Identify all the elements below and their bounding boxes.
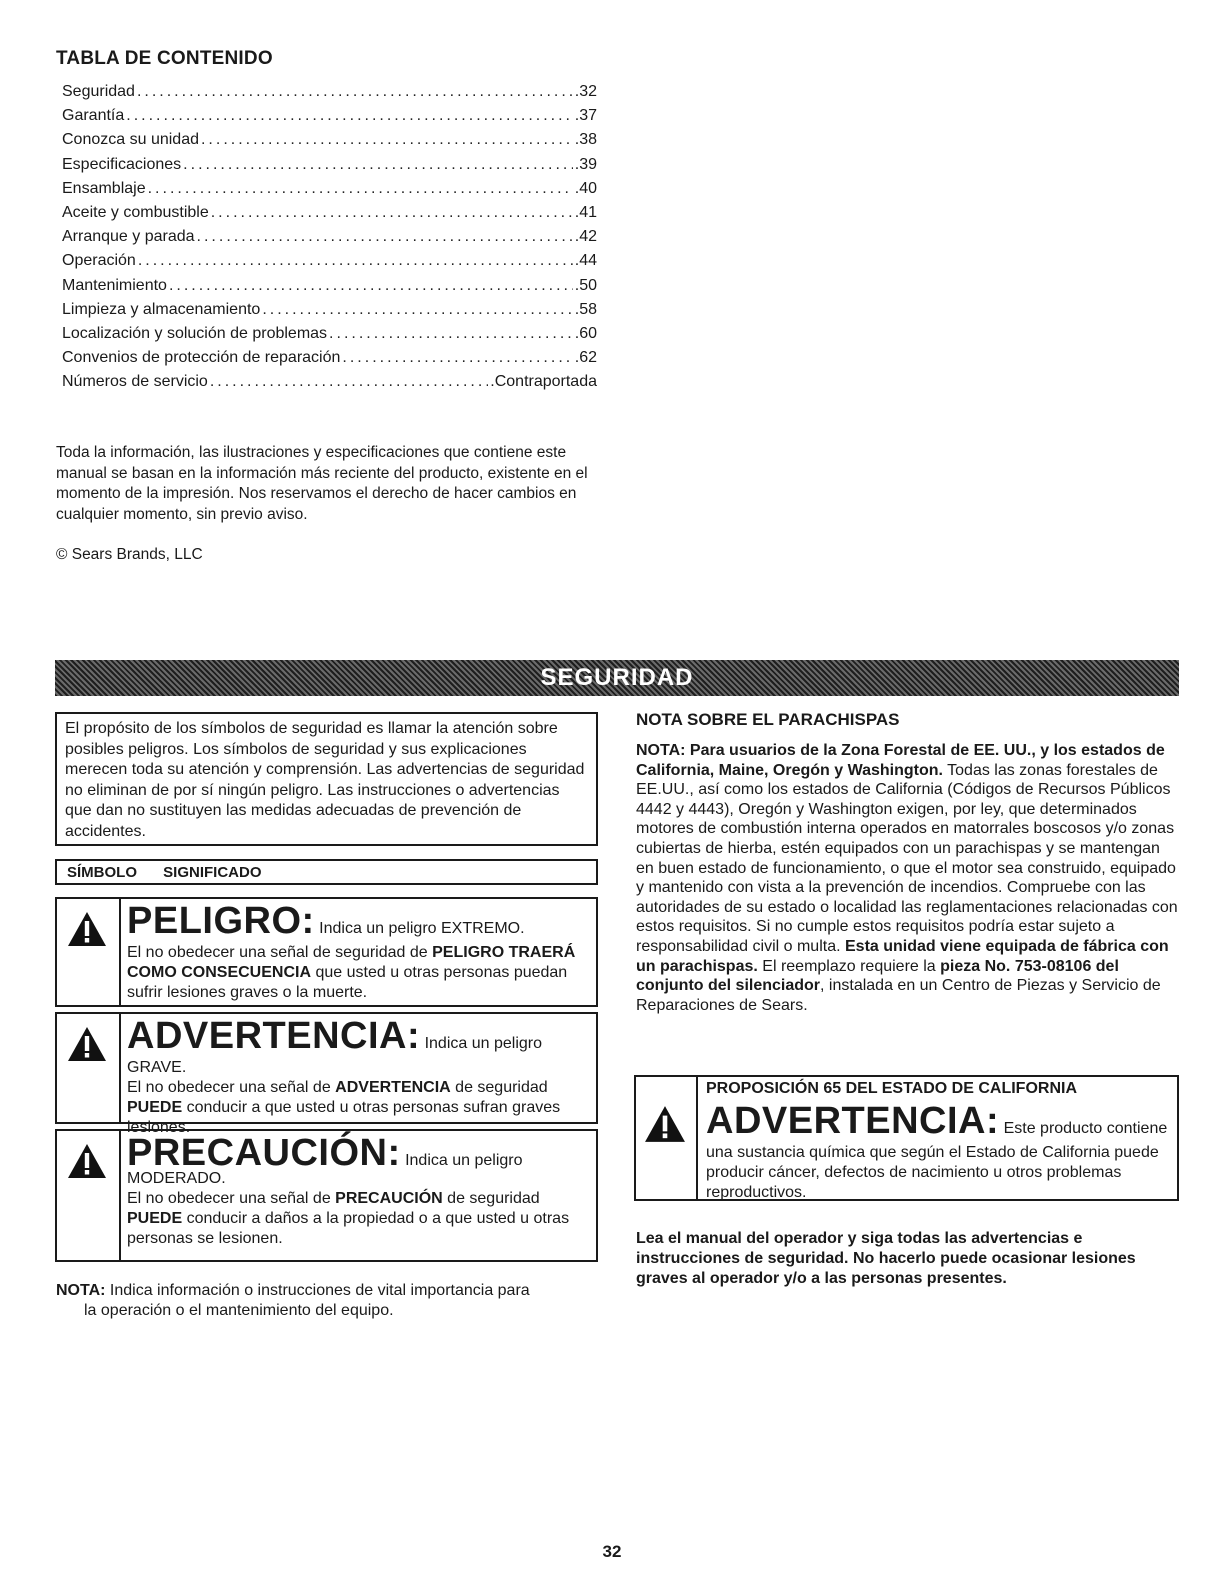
toc-page: .50 bbox=[574, 276, 597, 294]
toc-label: Operación bbox=[62, 252, 136, 270]
toc-row[interactable] bbox=[62, 228, 597, 252]
toc-page: .62 bbox=[574, 349, 597, 367]
toc-label: Números de servicio bbox=[62, 373, 208, 391]
section-banner bbox=[55, 660, 1179, 696]
symbol-table-header bbox=[55, 859, 598, 885]
toc-row[interactable] bbox=[62, 131, 597, 155]
signal-description: El no obedecer una señal de PRECAUCIÓN de seguridad PUEDE conducir a daños a la propiedad o a que usted u otras personas se lesionen. bbox=[127, 1190, 570, 1247]
toc-row[interactable] bbox=[62, 373, 597, 397]
signal-level: Indica un peligro bbox=[405, 1152, 523, 1169]
warning-triangle-icon bbox=[67, 911, 107, 947]
toc-row[interactable] bbox=[62, 83, 597, 107]
toc-page: .39 bbox=[574, 155, 597, 173]
toc-page: .42 bbox=[574, 228, 597, 246]
disclaimer-paragraph: Toda la información, las ilustraciones y especificaciones que contiene este manual se basan en la información más reciente del producto, existente en el momento de la impresión. Nos reservamos el derecho de hacer cambios en cualquier momento, sin previo aviso. bbox=[56, 444, 588, 523]
prop65-text: una sustancia química que según el Estado de California puede producir cáncer, defectos de nacimiento u otros problemas reproductivos. bbox=[706, 1144, 1159, 1201]
note-paragraph: NOTA: Indica información o instrucciones de vital importancia para la operación o el mantenimiento del equipo. bbox=[56, 1282, 530, 1319]
spark-arrester-paragraph: NOTA: Para usuarios de la Zona Forestal de EE. UU., y los estados de California, Maine, Oregón y Washington. Todas las zonas forestales de EE.UU., así como los estados de California (Códigos de Recursos Públicos 4442 y 4443), Oregón y Washington exigen, por ley, que determinados motores de combustión interna operados en matorrales boscosos y/o zonas cubiertas de hierba, estén equipados con un parachispas y se mantengan en buen estado de funcionamiento, o que el motor sea construido, equipado y mantenido con vista a la prevención de incendios. Compruebe con las autoridades de su estado o localidad las reglamentaciones relacionadas con estos requisitos. Si no cumple estos requisitos podría estar sujeto a responsabilidad civil o multa. Esta unidad viene equipada de fábrica con un parachispas. El reemplazo requiere la pieza No. 753-08106 del conjunto del silenciador, instalada en un Centro de Piezas y Servicio de Reparaciones de Sears. bbox=[636, 742, 1178, 1014]
column-symbol: SÍMBOLO bbox=[67, 864, 137, 881]
signal-advertencia bbox=[55, 1012, 598, 1136]
warning-triangle-icon bbox=[644, 1105, 686, 1143]
toc-row[interactable] bbox=[62, 349, 597, 373]
signal-description: El no obedecer una señal de seguridad de PELIGRO TRAERÁ COMO CONSECUENCIA que usted u otras personas puedan sufrir lesiones graves o la muerte. bbox=[127, 944, 576, 1001]
signal-level: Indica un peligro GRAVE. bbox=[127, 1035, 542, 1076]
signal-level-cont: MODERADO. bbox=[127, 1170, 226, 1187]
toc-row[interactable] bbox=[62, 277, 597, 301]
toc-row[interactable] bbox=[62, 107, 597, 131]
toc-label: Convenios de protección de reparación bbox=[62, 349, 341, 367]
page-number: 32 bbox=[602, 1542, 622, 1561]
warning-triangle-icon bbox=[67, 1143, 107, 1179]
toc-page: .44 bbox=[574, 252, 597, 270]
column-meaning: SIGNIFICADO bbox=[163, 864, 262, 881]
toc-label: Arranque y parada bbox=[62, 228, 195, 246]
toc-label: Mantenimiento bbox=[62, 276, 167, 294]
toc-page: .58 bbox=[574, 300, 597, 318]
signal-precaucion bbox=[55, 1129, 598, 1262]
toc-label: Aceite y combustible bbox=[62, 203, 209, 221]
copyright-notice: © Sears Brands, LLC bbox=[56, 546, 203, 563]
signal-description: El no obedecer una señal de ADVERTENCIA de seguridad PUEDE conducir a que usted u otras personas sufran graves lesiones. bbox=[127, 1079, 561, 1136]
toc-label: Seguridad bbox=[62, 83, 135, 100]
toc-page: .37 bbox=[574, 107, 597, 125]
toc-page: .41 bbox=[574, 203, 597, 221]
toc-row[interactable] bbox=[62, 301, 597, 325]
toc-page: .40 bbox=[574, 179, 597, 197]
toc-row[interactable] bbox=[62, 180, 597, 204]
toc-page: .Contraportada bbox=[490, 373, 597, 391]
signal-level: Indica un peligro EXTREMO. bbox=[319, 920, 525, 937]
prop65-lead: Este producto contiene bbox=[1003, 1120, 1168, 1137]
signal-peligro bbox=[55, 897, 598, 1007]
read-manual-warning: Lea el manual del operador y siga todas las advertencias e instrucciones de seguridad. No hacerlo puede ocasionar lesiones graves al operador y/o a las personas presentes. bbox=[636, 1230, 1136, 1287]
toc-row[interactable] bbox=[62, 156, 597, 180]
toc-label: Especificaciones bbox=[62, 155, 182, 173]
toc-row[interactable] bbox=[62, 252, 597, 276]
toc-label: Ensamblaje bbox=[62, 179, 146, 197]
prop65-heading: PROPOSICIÓN 65 DEL ESTADO DE CALIFORNIA bbox=[706, 1080, 1078, 1097]
toc-page: .38 bbox=[574, 131, 597, 149]
signal-word-advertencia: ADVERTENCIA: bbox=[706, 1100, 1000, 1142]
spark-arrester-heading: NOTA SOBRE EL PARACHISPAS bbox=[636, 710, 900, 729]
table-of-contents bbox=[62, 83, 597, 397]
toc-label: Conozca su unidad bbox=[62, 131, 199, 149]
safety-intro-box: El propósito de los símbolos de seguridad es llamar la atención sobre posibles peligros. Los símbolos de seguridad y sus explicaciones merecen toda su atención y comprensión. Las advertencias de seguridad no eliminan de por sí ningún peligro. Las instrucciones o advertencias que dan no sustituyen las medidas adecuadas de prevención de accidentes. bbox=[55, 712, 598, 846]
toc-page: .32 bbox=[574, 83, 597, 100]
section-banner-title: SEGURIDAD bbox=[540, 664, 694, 691]
signal-word-peligro: PELIGRO: bbox=[127, 900, 315, 942]
prop65-warning-box bbox=[634, 1075, 1179, 1201]
signal-word-precaucion: PRECAUCIÓN: bbox=[127, 1132, 401, 1174]
signal-word-advertencia: ADVERTENCIA: bbox=[127, 1015, 421, 1057]
toc-row[interactable] bbox=[62, 204, 597, 228]
toc-page: .60 bbox=[574, 324, 597, 342]
toc-label: Localización y solución de problemas bbox=[62, 324, 328, 342]
toc-label: Limpieza y almacenamiento bbox=[62, 300, 261, 318]
toc-row[interactable] bbox=[62, 325, 597, 349]
toc-label: Garantía bbox=[62, 107, 125, 125]
warning-triangle-icon bbox=[67, 1026, 107, 1062]
toc-title: TABLA DE CONTENIDO bbox=[56, 48, 273, 69]
